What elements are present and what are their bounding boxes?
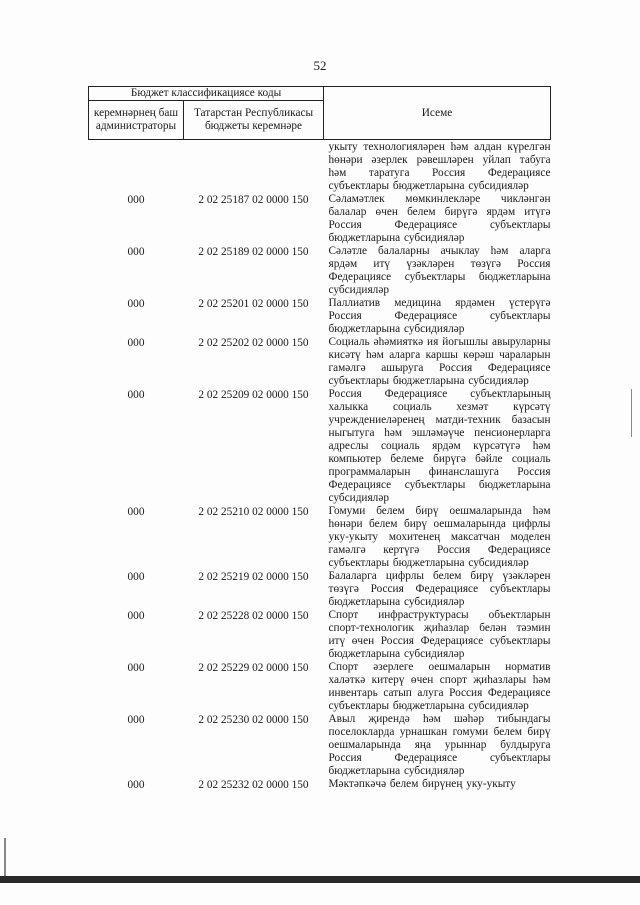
table-row bbox=[89, 609, 551, 661]
code-cell: 2 02 25202 02 0000 150 bbox=[198, 337, 309, 349]
header-code: Татарстан Республикасы бюджеты керемнәре bbox=[184, 101, 324, 140]
table-row bbox=[89, 336, 551, 388]
name-cell: Паллиатив медицина ярдәмен үстерүгә Россия Федерациясе субъектлары бюджетларына субсидияләр bbox=[328, 297, 551, 335]
table-row bbox=[89, 193, 551, 245]
table-row bbox=[89, 778, 551, 792]
name-cell: Спорт инфраструктурасы объектларын спорт-технологик җиһазлар белән тәэмин итү өчен Россия Федерациясе субъектлары бюджетларына субсидияләр bbox=[328, 609, 551, 660]
table-row bbox=[89, 713, 551, 778]
name-cell: Сәләтле балаларны ачыклау һәм аларга ярдәм итү үзәкләрен төзүгә Россия Федерациясе субъектлары бюджетларына субсидияләр bbox=[328, 245, 551, 296]
name-cell: Спорт әзерлеге оешмаларын норматив халәткә китерү өчен спорт җиһазлары һәм инвентарь сатып алуга Россия Федерациясе субъектлары бюджетларына субсидияләр bbox=[328, 661, 551, 712]
code-cell: 2 02 25219 02 0000 150 bbox=[198, 571, 309, 583]
admin-cell: 000 bbox=[127, 246, 145, 258]
budget-classification-table bbox=[88, 86, 551, 792]
code-cell: 2 02 25229 02 0000 150 bbox=[198, 662, 309, 674]
admin-cell bbox=[89, 140, 184, 194]
name-cell: Мәктәпкәчә белем бирүнең уку-укыту bbox=[328, 778, 516, 790]
code-cell: 2 02 25230 02 0000 150 bbox=[198, 714, 309, 726]
header-admin: керемнәрнең баш администраторы bbox=[89, 101, 184, 140]
table-row bbox=[89, 388, 551, 505]
table-row bbox=[89, 297, 551, 336]
table-header bbox=[89, 87, 551, 140]
admin-cell: 000 bbox=[127, 389, 145, 401]
name-cell: Гомуми белем бирү оешмаларында һәм һөнәри белем бирү оешмаларында цифрлы уку-укыту мохитенең максатчан моделен гамәлгә кертүгә Россия Федерациясе субъектлары бюджетларына субсидияләр bbox=[328, 505, 551, 569]
name-cell: Россия Федерациясе субъектларының халыкка социаль хезмәт күрсәтү учреждениеләренең матди-техник базасын ныгытуга һәм эшләмәүче пенсионерларга адреслы социаль ярдәм күрсәтүгә һәм компьютер белеме бирүгә бәйле социаль программаларын финанслашуга Россия Федерациясе субъектлары бюджетларына субсидияләр bbox=[328, 388, 551, 504]
code-cell: 2 02 25232 02 0000 150 bbox=[198, 779, 309, 791]
name-cell: Балаларга цифрлы белем бирү үзәкләрен төзүгә Россия Федерациясе субъектлары бюджетларына субсидияләр bbox=[328, 570, 551, 608]
admin-cell: 000 bbox=[127, 714, 145, 726]
admin-cell: 000 bbox=[127, 337, 145, 349]
admin-cell: 000 bbox=[127, 571, 145, 583]
admin-cell: 000 bbox=[127, 610, 145, 622]
admin-cell: 000 bbox=[127, 779, 145, 791]
header-name: Исеме bbox=[324, 87, 551, 140]
code-cell: 2 02 25189 02 0000 150 bbox=[198, 246, 309, 258]
scan-mark bbox=[4, 838, 6, 876]
admin-cell: 000 bbox=[127, 194, 145, 206]
table-row bbox=[89, 245, 551, 297]
header-group-title: Бюджет классификациясе коды bbox=[89, 87, 324, 101]
name-cell: укыту технологияләрен һәм алдан күрелгән һөнәри әзерлек рәвешләрен уйлап табуга һәм таратуга Россия Федерациясе субъектлары бюджетларына субсидияләр bbox=[328, 141, 551, 192]
name-cell: Социаль әһәмияткә ия йогышлы авыруларны кисәтү һәм аларга каршы көрәш чараларын гамәлгә ашыруга Россия Федерациясе субъектлары бюджетларына субсидияләр bbox=[328, 336, 551, 387]
table-row bbox=[89, 570, 551, 609]
admin-cell: 000 bbox=[127, 506, 145, 518]
code-cell: 2 02 25201 02 0000 150 bbox=[198, 298, 309, 310]
code-cell: 2 02 25228 02 0000 150 bbox=[198, 610, 309, 622]
table-row bbox=[89, 140, 551, 194]
scan-edge-bar bbox=[0, 876, 640, 883]
table-row bbox=[89, 505, 551, 570]
scan-mark bbox=[631, 389, 632, 437]
name-cell: Сәламәтлек мөмкинлекләре чикләнгән балалар өчен белем бирүгә ярдәм итүгә Россия Федерациясе субъектлары бюджетларына субсидияләр bbox=[328, 193, 551, 244]
code-cell: 2 02 25187 02 0000 150 bbox=[198, 194, 309, 206]
admin-cell: 000 bbox=[127, 298, 145, 310]
code-cell: 2 02 25209 02 0000 150 bbox=[198, 389, 309, 401]
admin-cell: 000 bbox=[127, 662, 145, 674]
code-cell: 2 02 25210 02 0000 150 bbox=[198, 506, 309, 518]
table-row bbox=[89, 661, 551, 713]
code-cell bbox=[184, 140, 324, 194]
table-body bbox=[89, 140, 551, 793]
page-number: 52 bbox=[313, 58, 327, 73]
name-cell: Авыл җирендә һәм шәһәр тибындагы поселокларда урнашкан гомуми белем бирү оешмаларында яңа урыннар булдыруга Россия Федерациясе субъектлары бюджетларына субсидияләр bbox=[328, 713, 551, 777]
